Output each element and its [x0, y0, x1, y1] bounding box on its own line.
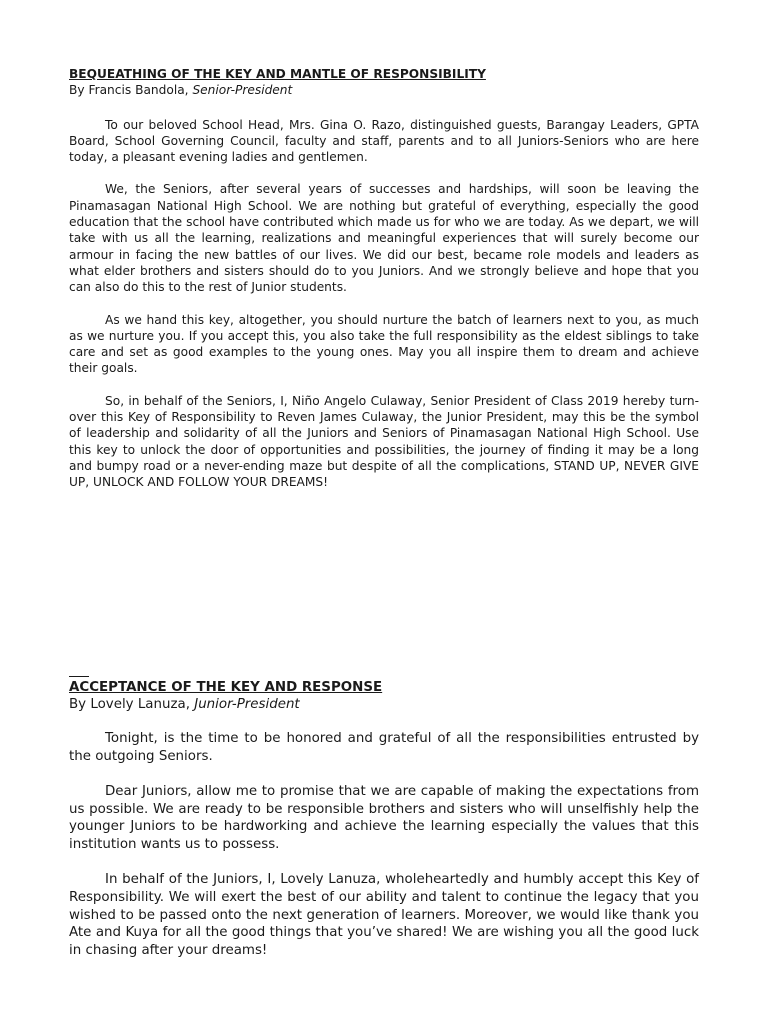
- blank-space: [69, 491, 699, 676]
- bequeathing-section: [69, 66, 699, 491]
- section-byline: [69, 696, 699, 714]
- paragraph: We, the Seniors, after several years of successes and hardships, will soon be leaving the Pinamasagan National High School. We are nothing but grateful of everything, especially the good education that the school have contributed which made us for who we are today. As we depart, we will take with us all the learning, realizations and meaningful experiences that will surely become our armour in facing the new battles of our lives. We did our best, became role models and leaders as what elder brothers and sisters should do to you Juniors. And we strongly believe and hope that you can also do this to the rest of Junior students.: [69, 182, 699, 295]
- paragraph: Dear Juniors, allow me to promise that we are capable of making the expectations from us possible. We are ready to be responsible brothers and sisters who will unselfishly help the younger Juniors to be hardworking and achieve the learning especially the values that this institution wants us to possess.: [69, 783, 699, 853]
- paragraph: In behalf of the Juniors, I, Lovely Lanuza, wholeheartedly and humbly accept this Key of Responsibility. We will exert the best of our ability and talent to continue the legacy that you wished to be passed onto the next generation of learners. Moreover, we would like thank you Ate and Kuya for all the good things that you’ve shared! We are wishing you all the good luck in chasing after your dreams!: [69, 871, 699, 959]
- byline-role: Junior-President: [194, 697, 300, 713]
- paragraph: As we hand this key, altogether, you should nurture the batch of learners next to you, as much as we nurture you. If you accept this, you also take the full responsibility as the eldest siblings to take care and set as good examples to the young ones. May you all inspire them to dream and achieve their goals.: [69, 312, 699, 376]
- section-byline: [69, 82, 699, 98]
- byline-author: By Lovely Lanuza,: [69, 697, 195, 713]
- paragraph: Tonight, is the time to be honored and grateful of all the responsibilities entrusted by the outgoing Seniors.: [69, 731, 699, 764]
- short-rule: [69, 676, 89, 677]
- document-page: [69, 66, 699, 960]
- acceptance-section: [69, 676, 699, 960]
- byline-author: By Francis Bandola,: [69, 83, 193, 98]
- paragraph: So, in behalf of the Seniors, I, Niño Angelo Culaway, Senior President of Class 2019 hereby turn-over this Key of Responsibility to Reven James Culaway, the Junior President, may this be the symbol of leadership and solidarity of all the Juniors and Seniors of Pinamasagan National High School. Use this key to unlock the door of opportunities and possibilities, the journey of finding it may be a long and bumpy road or a never-ending maze but despite of all the complications, STAND UP, NEVER GIVE UP, UNLOCK AND FOLLOW YOUR DREAMS!: [69, 393, 699, 490]
- byline-role: Senior-President: [192, 83, 293, 98]
- paragraph: To our beloved School Head, Mrs. Gina O. Razo, distinguished guests, Barangay Leaders, GPTA Board, School Governing Council, faculty and staff, parents and to all Juniors-Seniors who are here today, a pleasant evening ladies and gentlemen.: [69, 117, 699, 165]
- section-heading: ACCEPTANCE OF THE KEY AND RESPONSE: [69, 679, 383, 695]
- section-heading: BEQUEATHING OF THE KEY AND MANTLE OF RESPONSIBILITY: [69, 67, 486, 81]
